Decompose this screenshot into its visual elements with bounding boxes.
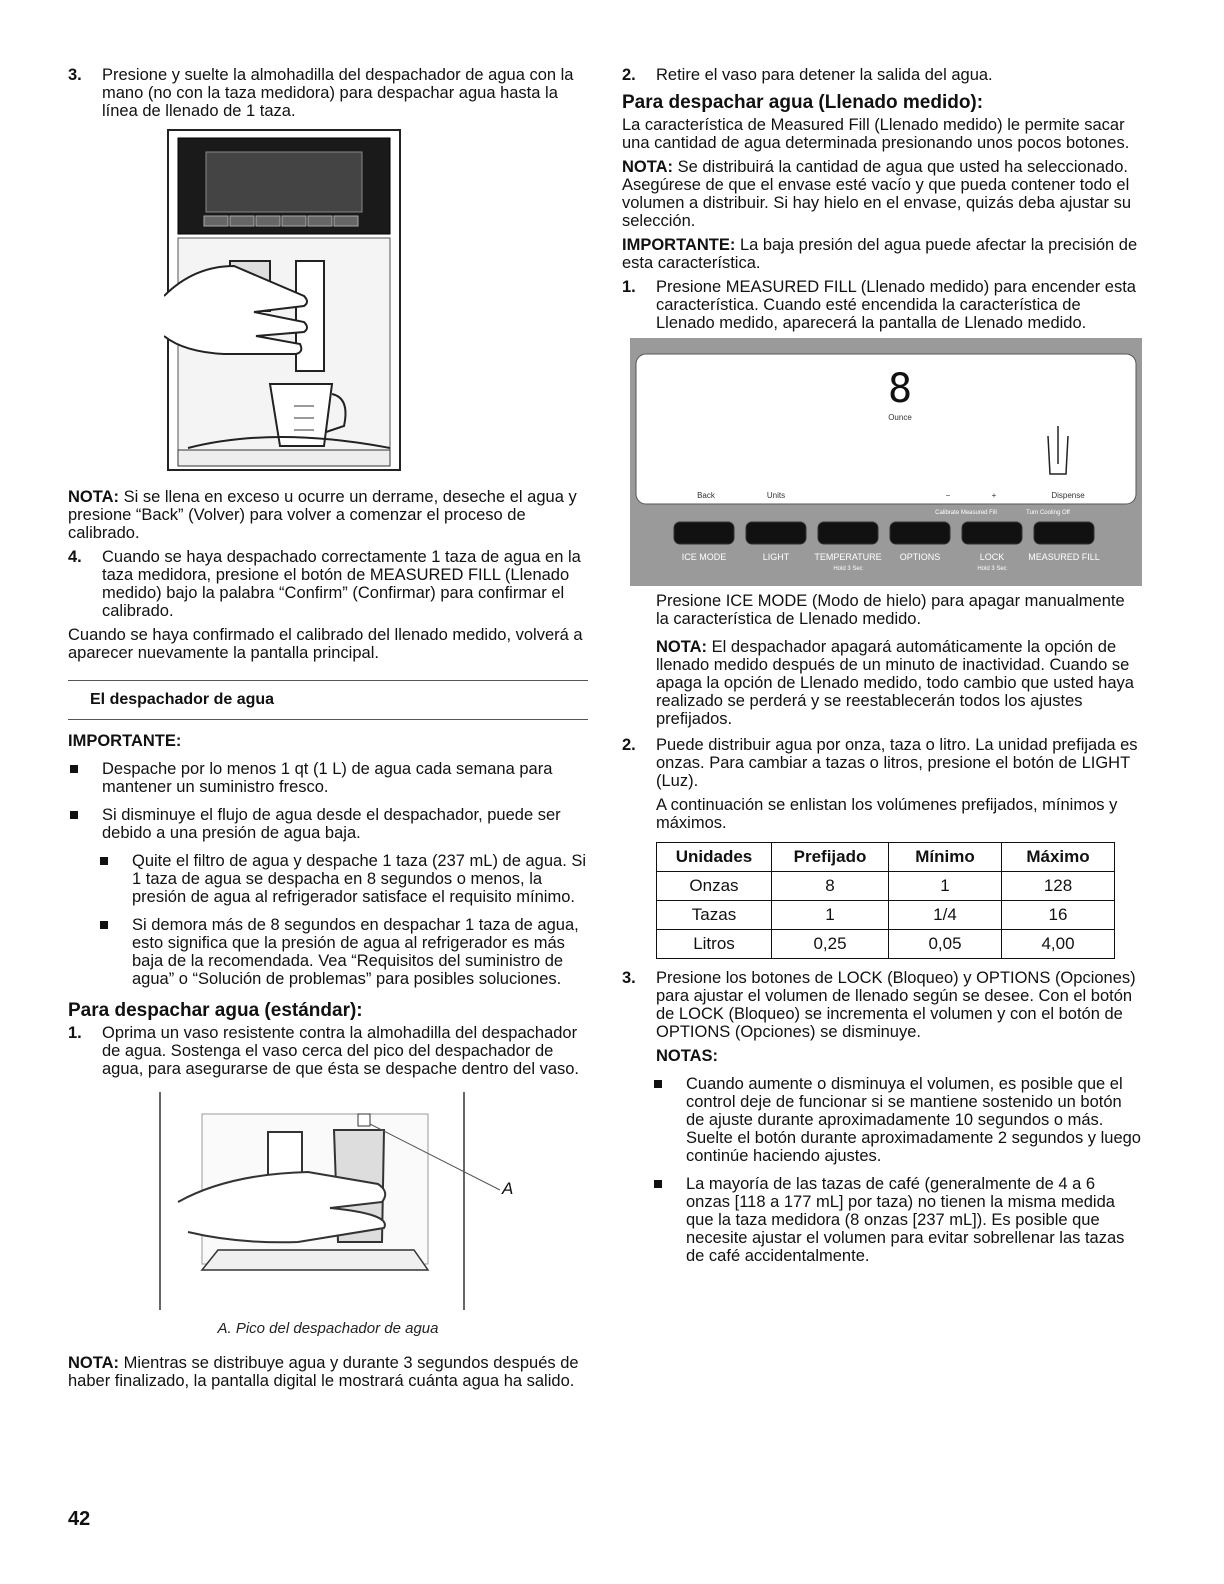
- nota-label: NOTA:: [68, 1354, 120, 1372]
- nota-measured: [622, 158, 1142, 230]
- panel-button-label: LIGHT: [762, 552, 790, 562]
- table-row: [657, 930, 1115, 959]
- dispenser-hand-figure: [164, 126, 404, 476]
- nota-text: Se distribuirá la cantidad de agua que usted ha seleccionado. Asegúrese de que el envase esté vacío y que pueda contener todo el volumen a distribuir. Si hay hielo en el envase, quizás deba ajustar su selección.: [622, 158, 1132, 230]
- table-row: [657, 872, 1115, 901]
- table-cell: 4,00: [1002, 930, 1115, 959]
- after-panel-text: Presione ICE MODE (Modo de hielo) para apagar manualmente la característica de Llenado medido.: [656, 592, 1125, 628]
- list-item: La mayoría de las tazas de café (generalmente de 4 a 6 onzas [118 a 177 mL] por taza) no tienen la misma medida que la taza medidora (8 onzas [237 mL]). Es posible que necesite ajustar el volumen para evitar sobrellenar las tazas de café accidentalmente.: [622, 1175, 1142, 1265]
- step-text: Puede distribuir agua por onza, taza o litro. La unidad prefijada es onzas. Para cambiar a tazas o litros, presione el botón de LIGHT (Luz).: [656, 736, 1138, 790]
- panel-label-units: Units: [766, 491, 786, 500]
- table-cell: 1/4: [889, 901, 1002, 930]
- table-cell: 0,05: [889, 930, 1002, 959]
- nota-label: NOTA:: [68, 488, 120, 506]
- list-item: Cuando aumente o disminuya el volumen, es posible que el control deje de funcionar si se mantiene sostenido un botón de ajuste durante aproximadamente 10 segundos o más. Suelte el botón durante aproximadamente 2 segundos y luego continúe haciendo ajustes.: [622, 1075, 1142, 1165]
- step-number: 2.: [622, 66, 636, 84]
- importante-text: La baja presión del agua puede afectar la precisión de esta característica.: [622, 236, 1138, 272]
- panel-button-label: TEMPERATURE: [814, 552, 882, 562]
- step-text: Presione MEASURED FILL (Llenado medido) para encender esta característica. Cuando esté encendida la característica de Llenado medido, aparecerá la pantalla de Llenado medido.: [656, 278, 1136, 332]
- step-1: [68, 1024, 588, 1078]
- panel-sublabel-cooling: Turn Cooling Off: [1026, 510, 1070, 516]
- panel-digit: 8: [887, 366, 913, 412]
- section-title: El despachador de agua: [68, 680, 588, 720]
- importante-label: IMPORTANTE:: [622, 236, 736, 254]
- step-2-units: [622, 736, 1142, 790]
- list-item: Si demora más de 8 segundos en despachar 1 taza de agua, esto significa que la presión de agua al refrigerador es más baja de la recomendada. Vea “Requisitos del suministro de agua” o “Solución de problemas” para posibles soluciones.: [68, 916, 588, 988]
- nota-text: El despachador apagará automáticamente la opción de llenado medido después de un minuto de inactividad. Cuando se apaga la opción de Llenado medido, todo cambio que usted haya realizado se perderá y se reestablecerán todos los ajustes prefijados.: [656, 638, 1134, 728]
- panel-button-ice-mode[interactable]: [674, 522, 734, 544]
- panel-unit: Ounce: [888, 413, 912, 422]
- table-header: Prefijado: [772, 843, 889, 872]
- nota-label: NOTA:: [622, 158, 674, 176]
- spout-illustration: [68, 1092, 588, 1312]
- table-cell: Tazas: [657, 901, 772, 930]
- confirm-paragraph: Cuando se haya confirmado el calibrado del llenado medido, volverá a aparecer nuevamente la pantalla principal.: [68, 626, 583, 662]
- volume-table: [656, 842, 1115, 959]
- panel-label-minus: −: [945, 491, 951, 500]
- heading-standard: Para despachar agua (estándar):: [68, 1000, 363, 1021]
- importante-label: IMPORTANTE:: [68, 732, 182, 750]
- step-number: 2.: [622, 736, 636, 754]
- step-2: [622, 66, 1142, 84]
- panel-button-label: LOCK: [979, 552, 1005, 562]
- table-cell: 8: [772, 872, 889, 901]
- nota-text: Mientras se distribuye agua y durante 3 segundos después de haber finalizado, la pantalla digital le mostrará cuánta agua ha salido.: [68, 1354, 579, 1390]
- panel-button-label: OPTIONS: [899, 552, 941, 562]
- table-cell: Litros: [657, 930, 772, 959]
- step-number: 1.: [622, 278, 636, 296]
- list-item: Quite el filtro de agua y despache 1 taza (237 mL) de agua. Si 1 taza de agua se despacha en 8 segundos o menos, la presión de agua al refrigerador satisface el requisito mínimo.: [68, 852, 588, 906]
- step-4: [68, 548, 588, 620]
- left-column: [68, 66, 588, 1396]
- panel-button-measured-fill[interactable]: [1034, 522, 1094, 544]
- table-row: [657, 901, 1115, 930]
- panel-button-options[interactable]: [890, 522, 950, 544]
- list-item: Despache por lo menos 1 qt (1 L) de agua cada semana para mantener un suministro fresco.: [68, 760, 588, 796]
- table-cell: 0,25: [772, 930, 889, 959]
- step-text: Presione y suelte la almohadilla del despachador de agua con la mano (no con la taza medidora) para despachar agua hasta la línea de llenado de 1 taza.: [102, 66, 574, 120]
- table-header-row: [657, 843, 1115, 872]
- step-text: Oprima un vaso resistente contra la almohadilla del despachador de agua. Sostenga el vaso cerca del pico del despachador de agua, para asegurarse de que ésta se despache dentro del vaso.: [102, 1024, 580, 1078]
- panel-button-label: ICE MODE: [681, 552, 727, 562]
- heading-measured: Para despachar agua (Llenado medido):: [622, 92, 984, 113]
- panel-sublabel-calibrate: Calibrate Measured Fill: [935, 510, 997, 516]
- measured-intro: La característica de Measured Fill (Llenado medido) le permite sacar una cantidad de agua determinada presionando unos pocos botones.: [622, 116, 1130, 152]
- measured-fill-panel: [630, 338, 1142, 586]
- step-number: 4.: [68, 548, 82, 566]
- panel-button-temperature[interactable]: [818, 522, 878, 544]
- step-number: 3.: [68, 66, 82, 84]
- nota-display: [68, 1354, 588, 1390]
- panel-label-plus: +: [991, 491, 997, 500]
- spout-figure: [68, 1092, 588, 1312]
- panel-button-lock[interactable]: [962, 522, 1022, 544]
- figure-caption: A. Pico del despachador de agua: [217, 1320, 439, 1337]
- panel-label-dispense: Dispense: [1051, 491, 1085, 500]
- right-column: [622, 66, 1142, 1275]
- nota-label: NOTA:: [656, 638, 708, 656]
- table-cell: 16: [1002, 901, 1115, 930]
- table-header: Máximo: [1002, 843, 1115, 872]
- panel-hold-label: Hold 3 Sec: [977, 566, 1007, 572]
- step-text: Retire el vaso para detener la salida del agua.: [656, 66, 993, 84]
- step-text: Cuando se haya despachado correctamente 1 taza de agua en la taza medidora, presione el botón de MEASURED FILL (Llenado medido) bajo la palabra “Confirm” (Confirmar) para confirmar el calibrado.: [102, 548, 581, 620]
- table-header: Mínimo: [889, 843, 1002, 872]
- step-number: 1.: [68, 1024, 82, 1042]
- page-number: 42: [68, 1508, 91, 1530]
- nota-text: Si se llena en exceso u ocurre un derrame, deseche el agua y presione “Back” (Volver) para volver a comenzar el proceso de calibrado.: [68, 488, 577, 542]
- panel-button-label: MEASURED FILL: [1028, 552, 1100, 562]
- importante-measured: [622, 236, 1142, 272]
- panel-label-back: Back: [697, 491, 715, 500]
- nota-inactivity: [622, 638, 1142, 728]
- table-cell: Onzas: [657, 872, 772, 901]
- step-text: Presione los botones de LOCK (Bloqueo) y OPTIONS (Opciones) para ajustar el volumen de llenado según se desee. Con el botón de LOCK (Bloqueo) se incrementa el volumen y con el botón de OPTIONS (Opciones) se disminuye.: [656, 969, 1136, 1041]
- nota-overfill: [68, 488, 588, 542]
- panel-button-light[interactable]: [746, 522, 806, 544]
- table-intro: A continuación se enlistan los volúmenes prefijados, mínimos y máximos.: [656, 796, 1118, 832]
- step-number: 3.: [622, 969, 636, 987]
- step-3-adjust: [622, 969, 1142, 1041]
- notas-label: NOTAS:: [656, 1047, 719, 1065]
- step-1-measured: [622, 278, 1142, 332]
- callout-a: A: [502, 1179, 514, 1198]
- table-header: Unidades: [657, 843, 772, 872]
- list-item: Si disminuye el flujo de agua desde el despachador, puede ser debido a una presión de agua baja.: [68, 806, 588, 842]
- step-3: [68, 66, 588, 120]
- table-cell: 1: [772, 901, 889, 930]
- table-cell: 128: [1002, 872, 1115, 901]
- table-cell: 1: [889, 872, 1002, 901]
- panel-hold-label: Hold 3 Sec: [833, 566, 863, 572]
